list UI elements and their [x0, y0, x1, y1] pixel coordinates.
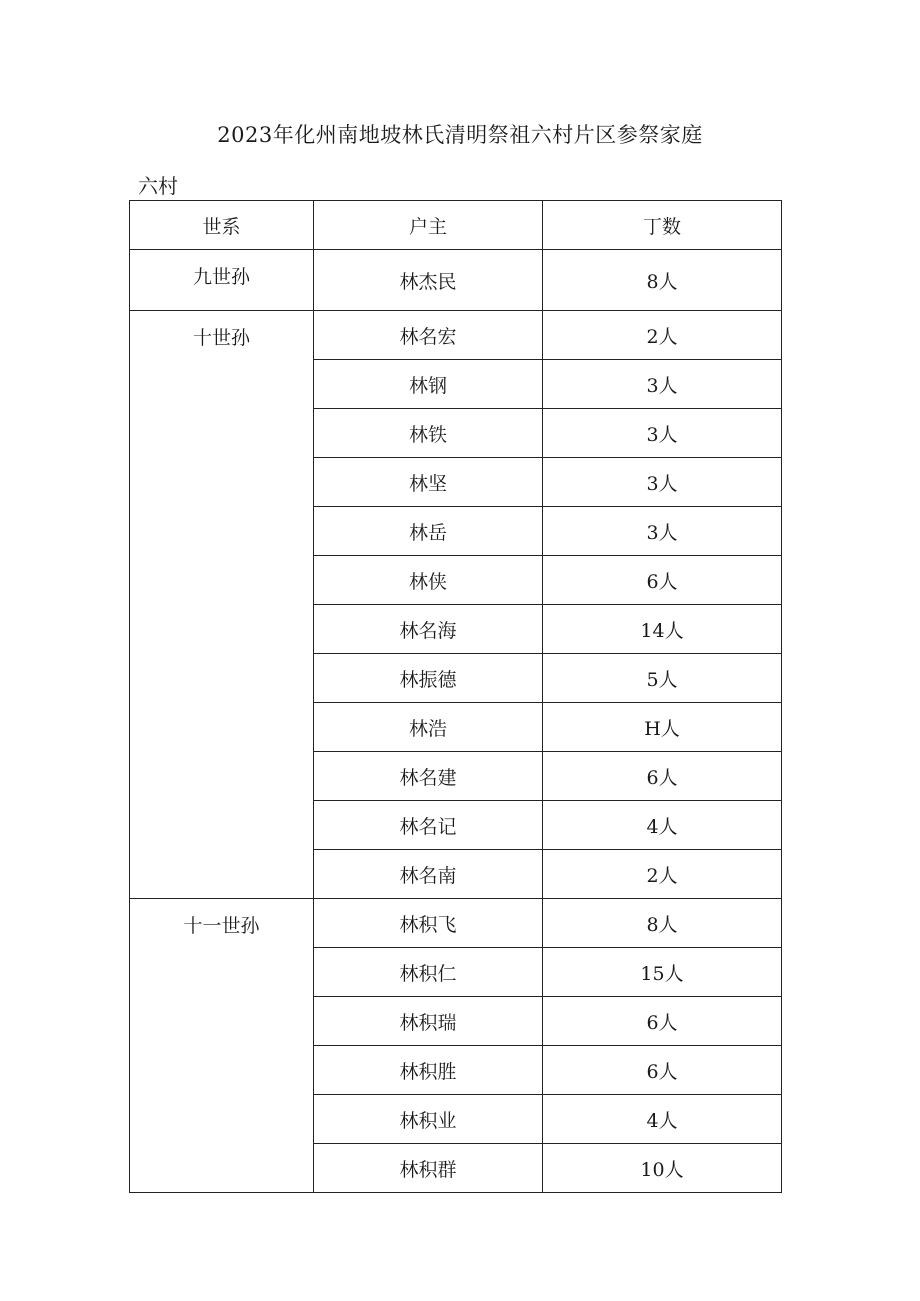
householder-cell: 林坚: [314, 458, 543, 507]
count-cell: 14人: [543, 605, 782, 654]
count-cell: 3人: [543, 458, 782, 507]
householder-cell: 林积瑞: [314, 997, 543, 1046]
householder-cell: 林名建: [314, 752, 543, 801]
householder-cell: 林名记: [314, 801, 543, 850]
count-cell: 5人: [543, 654, 782, 703]
householder-cell: 林名海: [314, 605, 543, 654]
count-cell: 2人: [543, 850, 782, 899]
count-cell: 6人: [543, 997, 782, 1046]
family-roster-table: [129, 200, 782, 1193]
householder-cell: 林积业: [314, 1095, 543, 1144]
householder-cell: 林积胜: [314, 1046, 543, 1095]
householder-cell: 林振德: [314, 654, 543, 703]
count-cell: 6人: [543, 752, 782, 801]
householder-cell: 林名宏: [314, 311, 543, 360]
count-cell: 3人: [543, 409, 782, 458]
section-label: 六村: [138, 174, 178, 198]
householder-cell: 林名南: [314, 850, 543, 899]
count-cell: 3人: [543, 360, 782, 409]
table-row: [130, 899, 782, 948]
count-cell: H人: [543, 703, 782, 752]
householder-cell: 林积仁: [314, 948, 543, 997]
count-cell: 3人: [543, 507, 782, 556]
householder-cell: 林铁: [314, 409, 543, 458]
count-cell: 4人: [543, 1095, 782, 1144]
count-cell: 15人: [543, 948, 782, 997]
count-cell: 4人: [543, 801, 782, 850]
header-householder: 户主: [314, 201, 543, 250]
count-cell: 8人: [543, 250, 782, 311]
householder-cell: 林侠: [314, 556, 543, 605]
table-row: [130, 250, 782, 311]
generation-cell: 十一世孙: [130, 899, 314, 1193]
householder-cell: 林岳: [314, 507, 543, 556]
count-cell: 10人: [543, 1144, 782, 1193]
householder-cell: 林浩: [314, 703, 543, 752]
generation-cell: 十世孙: [130, 311, 314, 899]
table-header-row: [130, 201, 782, 250]
count-cell: 6人: [543, 556, 782, 605]
count-cell: 2人: [543, 311, 782, 360]
count-cell: 8人: [543, 899, 782, 948]
householder-cell: 林积飞: [314, 899, 543, 948]
householder-cell: 林积群: [314, 1144, 543, 1193]
header-generation: 世系: [130, 201, 314, 250]
count-cell: 6人: [543, 1046, 782, 1095]
generation-cell: 九世孙: [130, 250, 314, 311]
table-row: [130, 311, 782, 360]
page-title: 2023年化州南地坡林氏清明祭祖六村片区参祭家庭: [217, 123, 703, 147]
householder-cell: 林杰民: [314, 250, 543, 311]
header-count: 丁数: [543, 201, 782, 250]
householder-cell: 林钢: [314, 360, 543, 409]
